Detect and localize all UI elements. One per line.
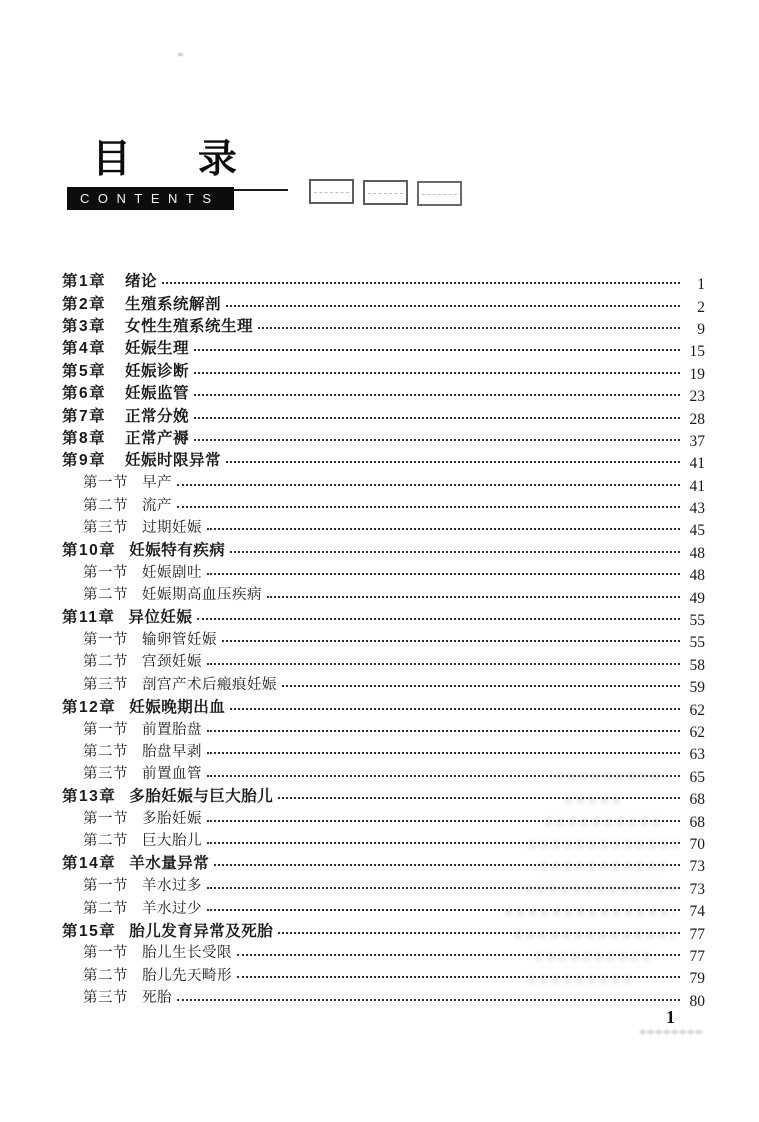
entry-title: 妊娠监管 — [125, 385, 190, 403]
toc-entry-chapter — [62, 381, 705, 406]
entry-page-number: 63 — [689, 746, 705, 764]
toc-entry-section — [62, 627, 705, 652]
entry-page-number: 43 — [689, 500, 705, 518]
entry-title: 前置血管 — [142, 766, 202, 783]
toc-entry-section — [62, 471, 705, 493]
dot-leader — [162, 282, 680, 284]
dot-leader — [207, 663, 680, 665]
toc-entry-chapter — [62, 269, 705, 294]
toc-entry-section — [62, 493, 705, 518]
entry-title: 输卵管妊娠 — [142, 631, 217, 648]
entry-page-number: 48 — [689, 567, 705, 585]
entry-page-number: 80 — [689, 992, 705, 1010]
toc-entry-section — [62, 986, 705, 1008]
dot-leader — [237, 954, 680, 956]
entry-title: 过期妊娠 — [142, 519, 202, 536]
toc-entry-section — [62, 650, 705, 672]
entry-title: 胎盘早剥 — [142, 743, 202, 760]
dot-leader — [197, 618, 680, 620]
entry-number-label: 第一节 — [83, 878, 128, 895]
toc-entry-section — [62, 829, 705, 851]
entry-title: 正常产褥 — [125, 429, 190, 447]
entry-title: 剖宫产术后瘢痕妊娠 — [142, 676, 277, 693]
entry-number-label: 第一节 — [83, 811, 128, 828]
entry-number-label: 第三节 — [83, 766, 128, 783]
dot-leader — [207, 775, 680, 777]
entry-number-label: 第二节 — [83, 587, 128, 604]
entry-title: 宫颈妊娠 — [142, 654, 202, 671]
entry-title: 妊娠期高血压疾病 — [142, 587, 262, 604]
dot-leader — [267, 596, 680, 598]
dot-leader — [226, 305, 680, 307]
entry-title: 胎儿发育异常及死胎 — [129, 922, 274, 940]
toc-entry-section — [62, 874, 705, 896]
entry-title: 妊娠剧吐 — [142, 564, 202, 581]
entry-title: 死胎 — [142, 990, 172, 1007]
toc-entry-chapter — [62, 605, 705, 630]
entry-number-label: 第3章 — [62, 317, 107, 335]
entry-number-label: 第10章 — [62, 541, 117, 559]
toc-entry-chapter — [62, 694, 705, 719]
entry-number-label: 第5章 — [62, 362, 107, 380]
toc-entry-section — [62, 762, 705, 784]
entry-title: 羊水过多 — [142, 878, 202, 895]
entry-number-label: 第14章 — [62, 855, 117, 873]
dot-leader — [194, 417, 680, 419]
entry-page-number: 62 — [689, 701, 705, 719]
toc-entry-chapter — [62, 918, 705, 943]
entry-page-number: 70 — [689, 835, 705, 853]
entry-page-number: 2 — [697, 298, 705, 316]
entry-page-number: 19 — [689, 365, 705, 383]
toc-entry-chapter — [62, 784, 705, 809]
dot-leader — [214, 864, 680, 866]
entry-page-number: 1 — [697, 276, 705, 294]
entry-page-number: 37 — [689, 432, 705, 450]
entry-page-number: 48 — [689, 544, 705, 562]
entry-page-number: 68 — [689, 813, 705, 831]
entry-number-label: 第15章 — [62, 922, 117, 940]
entry-number-label: 第11章 — [62, 609, 116, 627]
entry-number-label: 第6章 — [62, 385, 107, 403]
toc-entry-section — [62, 717, 705, 739]
entry-page-number: 73 — [689, 858, 705, 876]
footer-smudge-artifact — [640, 1030, 704, 1034]
entry-title: 妊娠诊断 — [125, 362, 190, 380]
entry-page-number: 79 — [689, 970, 705, 988]
toc-entry-chapter — [62, 538, 705, 560]
entry-title: 前置胎盘 — [142, 721, 202, 738]
entry-number-label: 第一节 — [83, 564, 128, 581]
dot-leader — [207, 887, 680, 889]
dot-leader — [230, 708, 680, 710]
entry-title: 羊水过少 — [142, 900, 202, 917]
entry-title: 胎儿先天畸形 — [142, 967, 232, 984]
toc-list — [62, 269, 705, 1008]
toc-entry-section — [62, 806, 705, 831]
entry-number-label: 第三节 — [83, 519, 128, 536]
entry-page-number: 9 — [697, 320, 705, 338]
header-rule — [233, 189, 288, 191]
entry-page-number: 15 — [689, 343, 705, 361]
entry-page-number: 74 — [689, 903, 705, 921]
entry-page-number: 62 — [689, 724, 705, 741]
entry-number-label: 第一节 — [83, 475, 128, 492]
toc-entry-section — [62, 963, 705, 988]
entry-number-label: 第二节 — [83, 900, 128, 917]
dot-leader — [177, 506, 680, 508]
entry-number-label: 第8章 — [62, 429, 107, 447]
entry-title: 多胎妊娠 — [142, 811, 202, 828]
entry-title: 流产 — [142, 497, 172, 514]
entry-number-label: 第二节 — [83, 654, 128, 671]
dot-leader — [278, 797, 680, 799]
entry-page-number: 77 — [689, 925, 705, 943]
entry-number-label: 第二节 — [83, 743, 128, 760]
dot-leader — [282, 685, 680, 687]
dot-leader — [207, 820, 680, 822]
entry-page-number: 45 — [689, 522, 705, 540]
entry-number-label: 第二节 — [83, 833, 128, 850]
dot-leader — [194, 439, 680, 441]
dot-leader — [194, 372, 680, 374]
entry-number-label: 第三节 — [83, 990, 128, 1007]
toc-entry-chapter — [62, 336, 705, 361]
toc-entry-section — [62, 941, 705, 963]
entry-title: 生殖系统解剖 — [125, 295, 222, 313]
entry-title: 绪论 — [125, 273, 158, 291]
dot-leader — [230, 551, 680, 553]
page-title: 目 录 — [92, 138, 239, 181]
entry-page-number: 65 — [689, 768, 705, 786]
entry-number-label: 第一节 — [83, 721, 128, 738]
dashed-box-icon — [363, 180, 408, 205]
dashed-box-icon — [309, 179, 354, 204]
entry-number-label: 第二节 — [83, 967, 128, 984]
entry-title: 妊娠时限异常 — [125, 452, 222, 470]
dot-leader — [194, 394, 680, 396]
toc-entry-section — [62, 560, 705, 585]
scan-speck-artifact — [178, 53, 183, 56]
entry-page-number: 41 — [689, 477, 705, 495]
dot-leader — [194, 349, 680, 351]
entry-page-number: 55 — [689, 634, 705, 652]
entry-title: 巨大胎儿 — [142, 833, 202, 850]
entry-page-number: 59 — [689, 679, 705, 697]
dot-leader — [258, 327, 680, 329]
entry-number-label: 第一节 — [83, 945, 128, 962]
dot-leader — [207, 573, 680, 575]
entry-page-number: 28 — [689, 410, 705, 428]
entry-page-number: 23 — [689, 388, 705, 406]
toc-entry-chapter — [62, 851, 705, 876]
entry-title: 异位妊娠 — [128, 609, 193, 627]
dot-leader — [207, 730, 680, 732]
toc-entry-chapter — [62, 403, 705, 428]
entry-title: 妊娠生理 — [125, 340, 190, 358]
entry-page-number: 73 — [689, 880, 705, 898]
entry-page-number: 41 — [689, 455, 705, 473]
entry-number-label: 第4章 — [62, 340, 107, 358]
dot-leader — [222, 640, 680, 642]
entry-title: 妊娠特有疾病 — [129, 541, 226, 559]
entry-number-label: 第一节 — [83, 631, 128, 648]
entry-title: 妊娠晚期出血 — [129, 698, 226, 716]
entry-number-label: 第12章 — [62, 698, 117, 716]
footer-page-number: 1 — [666, 1007, 675, 1027]
entry-title: 女性生殖系统生理 — [125, 317, 254, 335]
dot-leader — [207, 752, 680, 754]
dot-leader — [207, 909, 680, 911]
toc-entry-chapter — [62, 448, 705, 473]
dot-leader — [177, 484, 680, 486]
toc-entry-chapter — [62, 426, 705, 448]
dot-leader — [278, 932, 680, 934]
dot-leader — [207, 842, 680, 844]
entry-number-label: 第9章 — [62, 452, 107, 470]
entry-page-number: 58 — [689, 656, 705, 674]
toc-entry-chapter — [62, 314, 705, 336]
entry-number-label: 第三节 — [83, 676, 128, 693]
toc-entry-section — [62, 582, 705, 607]
entry-number-label: 第13章 — [62, 788, 117, 806]
entry-title: 羊水量异常 — [129, 855, 210, 873]
toc-entry-section — [62, 739, 705, 764]
entry-page-number: 77 — [689, 947, 705, 965]
entry-number-label: 第7章 — [62, 407, 107, 425]
entry-title: 胎儿生长受限 — [142, 945, 232, 962]
toc-entry-chapter — [62, 359, 705, 381]
toc-entry-section — [62, 672, 705, 697]
entry-page-number: 49 — [689, 589, 705, 607]
dot-leader — [177, 999, 680, 1001]
entry-page-number: 68 — [689, 791, 705, 809]
entry-page-number: 55 — [689, 612, 705, 630]
dashed-box-icon — [417, 181, 462, 206]
entry-number-label: 第二节 — [83, 497, 128, 514]
entry-title: 早产 — [142, 475, 172, 492]
toc-entry-chapter — [62, 291, 705, 316]
entry-number-label: 第1章 — [62, 273, 107, 291]
dot-leader — [226, 461, 680, 463]
entry-title: 正常分娩 — [125, 407, 190, 425]
entry-number-label: 第2章 — [62, 295, 107, 313]
toc-entry-section — [62, 896, 705, 921]
entry-title: 多胎妊娠与巨大胎儿 — [129, 788, 274, 806]
dot-leader — [237, 976, 680, 978]
contents-banner: CONTENTS — [67, 187, 234, 210]
toc-entry-section — [62, 515, 705, 540]
dot-leader — [207, 528, 680, 530]
